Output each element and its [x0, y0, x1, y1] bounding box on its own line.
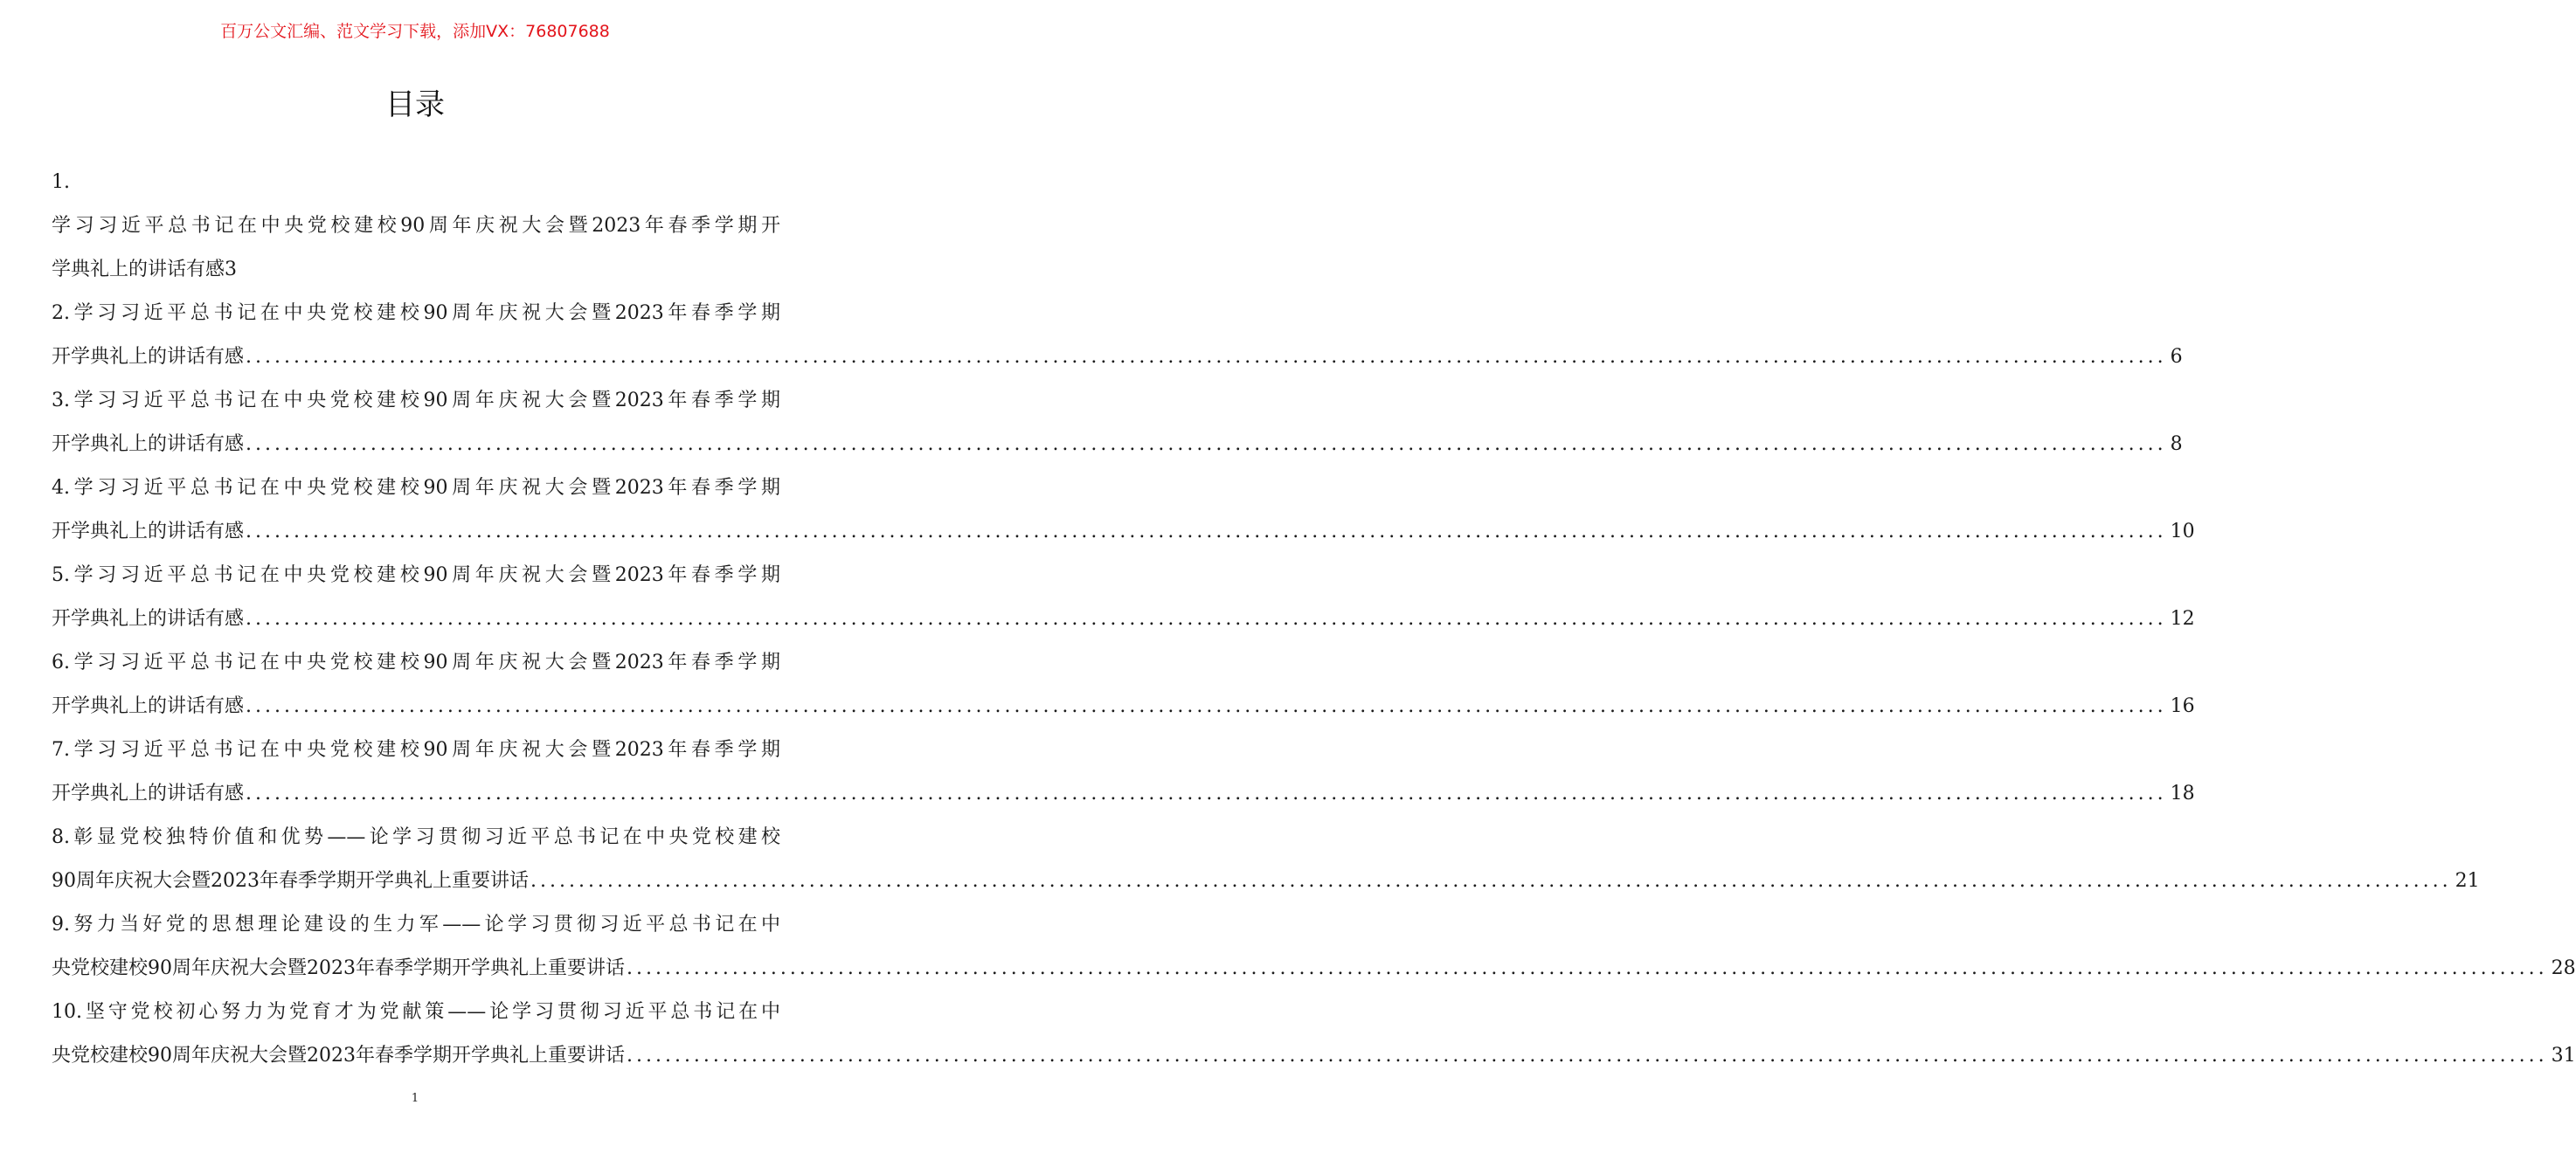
- toc-item-8-line2: [52, 860, 2480, 903]
- toc-item-10-page: 31: [2551, 1045, 2576, 1067]
- page-title: 目录: [385, 87, 445, 122]
- toc-item-7-text: 开学典礼上的讲话有感: [52, 783, 245, 805]
- toc-item-8-text: 90周年庆祝大会暨2023年春季学期开学典礼上重要讲话: [52, 870, 529, 892]
- toc-item-7-line1: 7.学习习近平总书记在中央党校建校90周年庆祝大会暨2023年春季学期: [52, 739, 780, 761]
- toc-item-4-page: 10: [2170, 521, 2195, 542]
- toc-item-10-text: 央党校建校90周年庆祝大会暨2023年春季学期开学典礼上重要讲话: [52, 1045, 625, 1067]
- toc-item-7-line2: [52, 772, 2195, 816]
- toc-item-1-line2: 学典礼上的讲话有感3: [52, 259, 237, 280]
- toc-dot-leader: ........................................................................................................................................................................................................: [246, 783, 2167, 805]
- toc-item-3-line2: [52, 423, 2183, 466]
- toc-item-3-page: 8: [2170, 433, 2183, 455]
- header-watermark-text: 百万公文汇编、范文学习下载，添加VX：76807688: [220, 22, 610, 41]
- toc-item-6-line2: [52, 685, 2195, 729]
- toc-item-10-line1: 10.坚守党校初心努力为党育才为党献策——论学习贯彻习近平总书记在中: [52, 1001, 780, 1023]
- toc-item-1-line1: 学习习近平总书记在中央党校建校90周年庆祝大会暨2023年春季学期开: [52, 215, 780, 237]
- toc-item-1-number: 1.: [52, 171, 70, 193]
- toc-item-9-line2: [52, 947, 2576, 991]
- toc-item-2-line1: 2.学习习近平总书记在中央党校建校90周年庆祝大会暨2023年春季学期: [52, 302, 780, 324]
- toc-item-9-line1: 9.努力当好党的思想理论建设的生力军——论学习贯彻习近平总书记在中: [52, 914, 780, 936]
- toc-item-10-line2: [52, 1034, 2576, 1078]
- toc-item-6-line1: 6.学习习近平总书记在中央党校建校90周年庆祝大会暨2023年春季学期: [52, 652, 780, 673]
- toc-item-5-page: 12: [2170, 608, 2195, 630]
- toc-dot-leader: ........................................................................................................................................................................................................: [246, 521, 2167, 542]
- toc-item-4-line2: [52, 510, 2195, 554]
- toc-item-5-text: 开学典礼上的讲话有感: [52, 608, 245, 630]
- toc-item-3-text: 开学典礼上的讲话有感: [52, 433, 245, 455]
- toc-dot-leader: ........................................................................................................................................................................................................: [246, 608, 2167, 630]
- toc-item-2-page: 6: [2170, 346, 2183, 368]
- toc-item-9-page: 28: [2551, 957, 2576, 979]
- toc-dot-leader: ........................................................................................................................................................................................................: [246, 695, 2167, 717]
- toc-dot-leader: ........................................................................................................................................................................................................: [626, 957, 2548, 979]
- toc-item-3-line1: 3.学习习近平总书记在中央党校建校90周年庆祝大会暨2023年春季学期: [52, 390, 780, 411]
- toc-dot-leader: ........................................................................................................................................................................................................: [246, 433, 2167, 455]
- toc-item-4-line1: 4.学习习近平总书记在中央党校建校90周年庆祝大会暨2023年春季学期: [52, 477, 780, 499]
- table-of-contents: [52, 161, 2576, 1078]
- toc-item-8-line1: 8.彰显党校独特价值和优势——论学习贯彻习近平总书记在中央党校建校: [52, 826, 780, 848]
- toc-item-6-text: 开学典礼上的讲话有感: [52, 695, 245, 717]
- toc-item-5-line2: [52, 597, 2195, 641]
- toc-dot-leader: ........................................................................................................................................................................................................: [246, 346, 2167, 368]
- toc-item-2-line2: [52, 335, 2183, 379]
- toc-item-8-page: 21: [2455, 870, 2480, 892]
- toc-item-9-text: 央党校建校90周年庆祝大会暨2023年春季学期开学典礼上重要讲话: [52, 957, 625, 979]
- toc-dot-leader: ........................................................................................................................................................................................................: [626, 1045, 2548, 1067]
- page-number: 1: [411, 1092, 419, 1105]
- toc-dot-leader: ........................................................................................................................................................................................................: [530, 870, 2452, 892]
- toc-item-6-page: 16: [2170, 695, 2195, 717]
- toc-item-4-text: 开学典礼上的讲话有感: [52, 521, 245, 542]
- toc-item-5-line1: 5.学习习近平总书记在中央党校建校90周年庆祝大会暨2023年春季学期: [52, 564, 780, 586]
- toc-item-7-page: 18: [2170, 783, 2195, 805]
- toc-item-2-text: 开学典礼上的讲话有感: [52, 346, 245, 368]
